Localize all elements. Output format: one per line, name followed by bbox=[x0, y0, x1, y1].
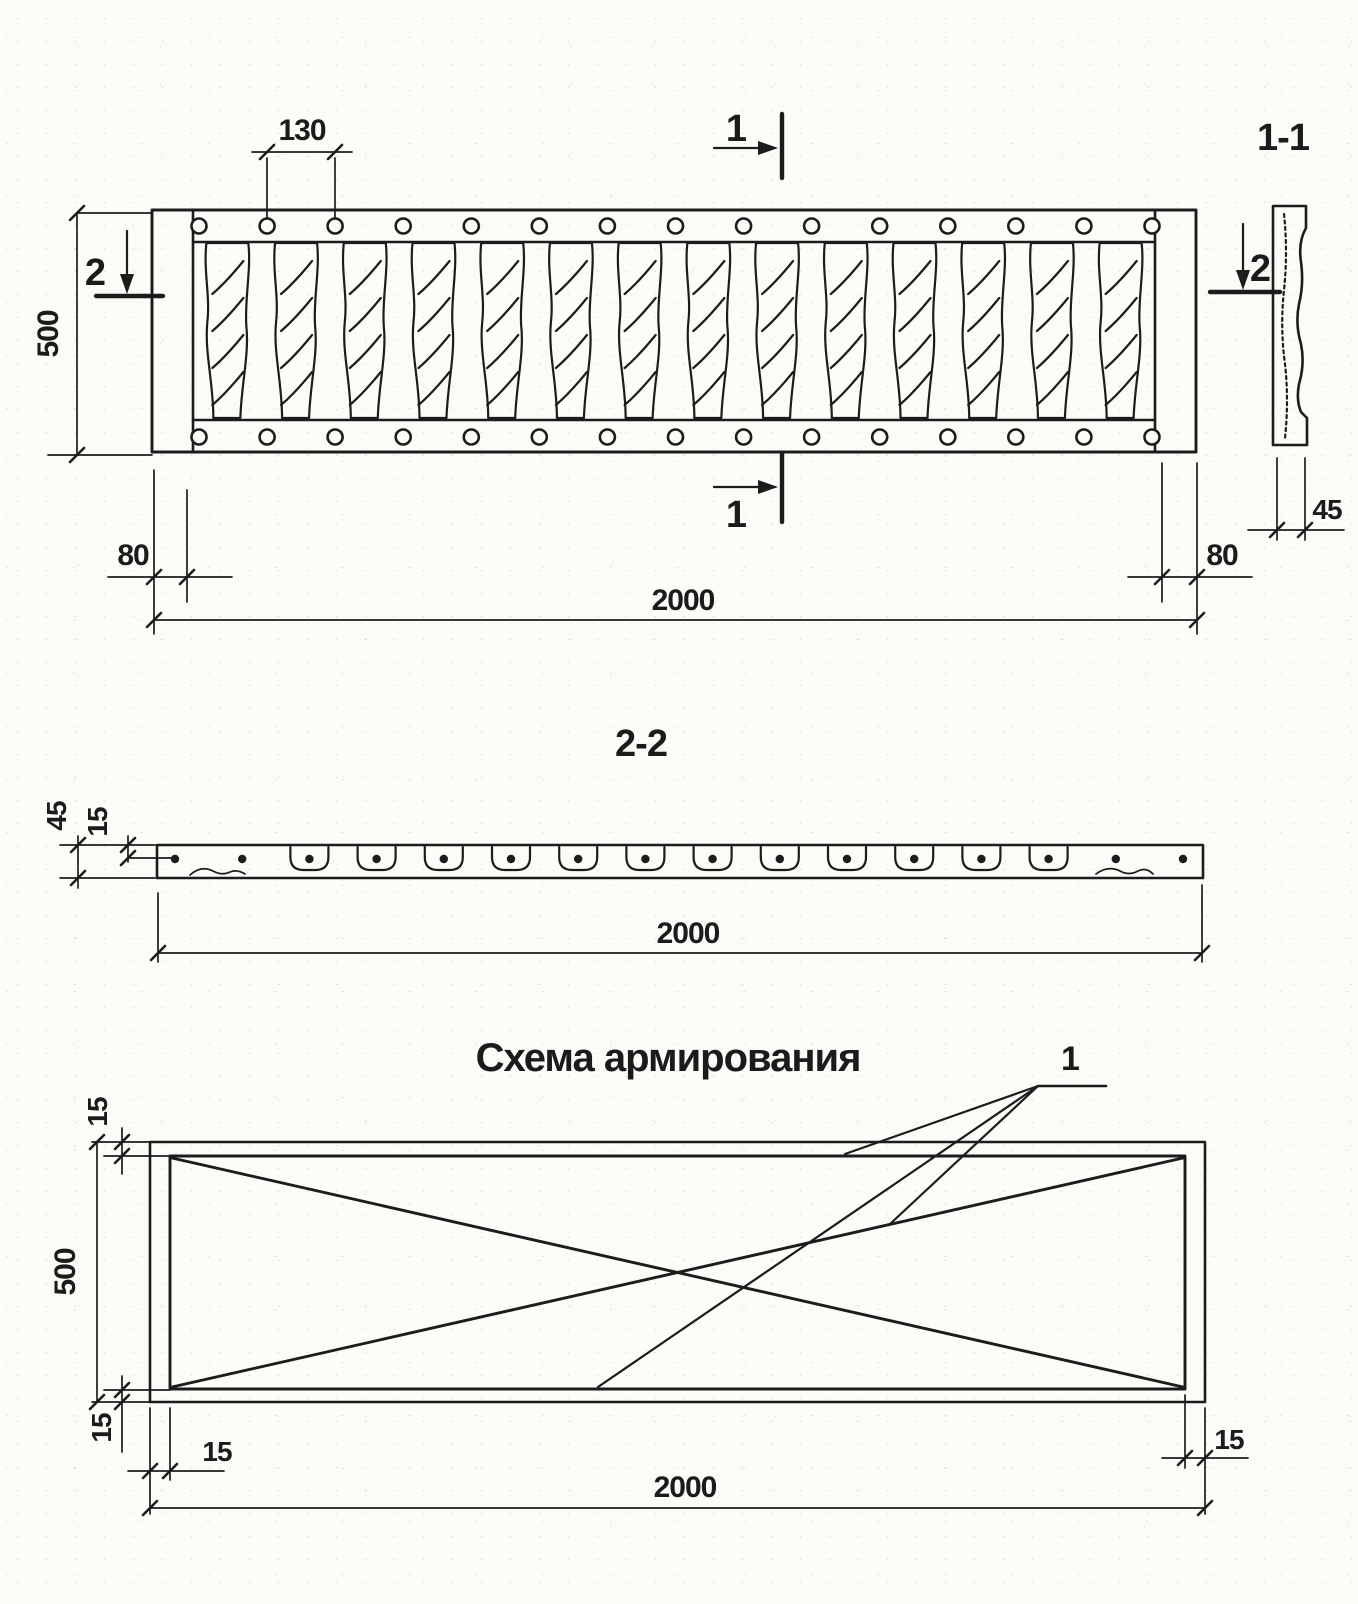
section-1-label: 1 bbox=[725, 108, 747, 150]
rail-hole bbox=[736, 219, 751, 234]
rail-hole bbox=[328, 430, 343, 445]
rebar-dot bbox=[238, 855, 246, 863]
dim-15: 15 bbox=[82, 807, 113, 837]
dim-45: 45 bbox=[1312, 494, 1342, 525]
dim-15-right: 15 bbox=[1214, 1424, 1244, 1455]
leader-line bbox=[598, 1086, 1038, 1387]
rail-hole bbox=[396, 219, 411, 234]
rail-hole bbox=[1008, 430, 1023, 445]
section-1-1-profile bbox=[1273, 206, 1307, 445]
rebar-dot bbox=[372, 855, 380, 863]
rail-hole bbox=[668, 219, 683, 234]
section-2-2-title: 2-2 bbox=[615, 723, 667, 765]
baluster-twist-line bbox=[1282, 214, 1287, 438]
baluster-twist-lines bbox=[762, 261, 793, 405]
baluster-twist-lines bbox=[350, 261, 381, 405]
rebar-dot bbox=[507, 855, 515, 863]
top-rail-holes bbox=[192, 219, 1160, 234]
rail-hole bbox=[1076, 219, 1091, 234]
rail-hole bbox=[872, 430, 887, 445]
arrow-right-icon bbox=[758, 141, 778, 155]
rebar-dots bbox=[171, 855, 1187, 863]
dim-80-left: 80 bbox=[117, 539, 149, 572]
section-marker-1-top bbox=[714, 108, 782, 178]
rail-hole bbox=[464, 219, 479, 234]
dim-80-right: 80 bbox=[1206, 539, 1238, 572]
rail-hole bbox=[192, 430, 207, 445]
dim-500: 500 bbox=[49, 1248, 82, 1296]
leader-line bbox=[845, 1086, 1038, 1154]
rail-hole bbox=[1008, 219, 1023, 234]
dim-15-bottom: 15 bbox=[86, 1413, 117, 1443]
rail-hole bbox=[600, 430, 615, 445]
baluster-twist-lines bbox=[625, 261, 656, 405]
rail-hole bbox=[328, 219, 343, 234]
section-2-2-view bbox=[41, 723, 1209, 962]
rebar-dot bbox=[171, 855, 179, 863]
rebar-dot bbox=[910, 855, 918, 863]
rail-hole bbox=[192, 219, 207, 234]
rebar-item-label: 1 bbox=[1061, 1040, 1079, 1078]
baluster-twist-lines bbox=[1037, 261, 1068, 405]
rebar-dot bbox=[641, 855, 649, 863]
baluster-twist-lines bbox=[693, 261, 724, 405]
rail-hole bbox=[940, 430, 955, 445]
rebar-dot bbox=[440, 855, 448, 863]
rail-hole bbox=[260, 219, 275, 234]
dim-15-left: 15 bbox=[202, 1436, 232, 1467]
rebar-dot bbox=[977, 855, 985, 863]
baluster-cups bbox=[290, 847, 1067, 870]
reinforcement-title: Схема армирования bbox=[475, 1036, 861, 1080]
rail-hole bbox=[532, 219, 547, 234]
rail-hole bbox=[872, 219, 887, 234]
weld-squiggle-left bbox=[190, 869, 245, 875]
rebar-dot bbox=[1112, 855, 1120, 863]
baluster-twist-lines bbox=[212, 261, 243, 405]
rail-hole bbox=[736, 430, 751, 445]
reinforcement-scheme bbox=[49, 1036, 1248, 1515]
rail-hole bbox=[1076, 430, 1091, 445]
front-view bbox=[32, 108, 1280, 634]
section-1-1-view bbox=[1248, 117, 1344, 540]
rebar-dot bbox=[776, 855, 784, 863]
dim-500: 500 bbox=[32, 310, 65, 358]
section-marker-2-right bbox=[1210, 224, 1280, 292]
rebar-dot bbox=[1044, 855, 1052, 863]
rebar-dot bbox=[305, 855, 313, 863]
baluster-twist-lines bbox=[556, 261, 587, 405]
arrow-down-icon bbox=[120, 274, 134, 294]
section-2-label: 2 bbox=[1249, 248, 1271, 290]
rail-hole bbox=[804, 430, 819, 445]
arrow-right-icon bbox=[758, 480, 778, 494]
bottom-rail-holes bbox=[192, 430, 1160, 445]
rail-hole bbox=[464, 430, 479, 445]
rail-hole bbox=[668, 430, 683, 445]
dim-15-top: 15 bbox=[82, 1097, 113, 1127]
rail-hole bbox=[940, 219, 955, 234]
section-2-2-dimensions bbox=[41, 801, 1209, 962]
dim-45: 45 bbox=[41, 801, 72, 831]
rail-hole bbox=[1145, 219, 1160, 234]
baluster-twist-lines bbox=[968, 261, 999, 405]
rail-hole bbox=[260, 430, 275, 445]
dim-2000: 2000 bbox=[653, 1471, 717, 1504]
dim-2000: 2000 bbox=[651, 584, 715, 617]
dim-2000: 2000 bbox=[656, 917, 720, 950]
rail-hole bbox=[804, 219, 819, 234]
section-1-1-title: 1-1 bbox=[1257, 117, 1309, 159]
baluster-twist-lines bbox=[1106, 261, 1137, 405]
rail-hole bbox=[532, 430, 547, 445]
section-marker-1-bottom bbox=[714, 453, 782, 536]
weld-squiggle-right bbox=[1096, 869, 1153, 874]
section-1-label: 1 bbox=[725, 494, 747, 536]
rebar-callout bbox=[598, 1040, 1106, 1387]
rebar-dot bbox=[843, 855, 851, 863]
arrow-down-icon bbox=[1236, 270, 1250, 290]
rebar-dot bbox=[1179, 855, 1187, 863]
reinforcement-dimensions bbox=[49, 1097, 1248, 1515]
rebar-dot bbox=[574, 855, 582, 863]
rebar-dot bbox=[708, 855, 716, 863]
baluster-twist-lines bbox=[899, 261, 930, 405]
baluster-twist-lines bbox=[831, 261, 862, 405]
section-1-1-dimensions bbox=[1248, 458, 1344, 540]
baluster-twist-lines bbox=[487, 261, 518, 405]
rail-hole bbox=[396, 430, 411, 445]
section-2-label: 2 bbox=[84, 252, 106, 294]
dimension-ticks bbox=[70, 145, 1204, 627]
dim-130: 130 bbox=[278, 114, 326, 147]
balusters bbox=[206, 243, 1143, 418]
baluster-twist-lines bbox=[281, 261, 312, 405]
rail-hole bbox=[600, 219, 615, 234]
baluster-twist-lines bbox=[418, 261, 449, 405]
rail-hole bbox=[1145, 430, 1160, 445]
